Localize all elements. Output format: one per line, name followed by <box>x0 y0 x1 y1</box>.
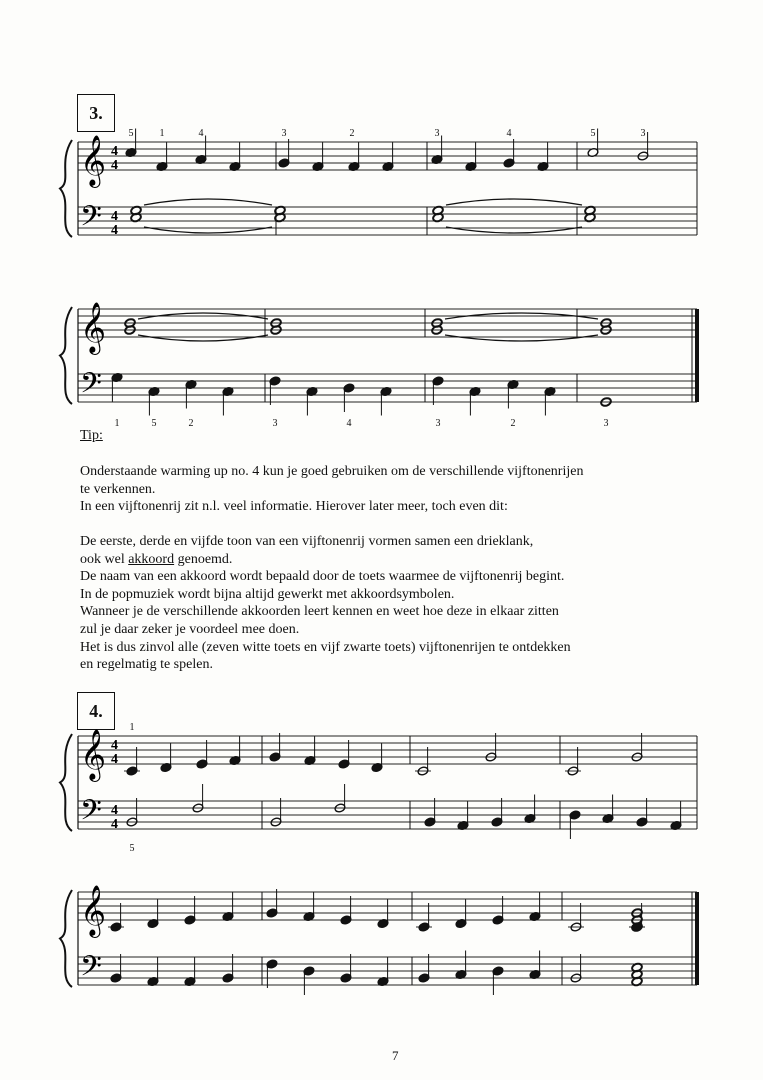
bass-clef: 𝄢 <box>80 794 102 834</box>
bass-time-signature-top: 4 <box>111 209 118 224</box>
finger-number: 3 <box>281 128 287 139</box>
finger-number: 3 <box>272 418 278 429</box>
bass-time-signature-bottom: 4 <box>111 223 118 238</box>
tip-paragraph-1 <box>80 463 700 516</box>
finger-number: 4 <box>346 418 352 429</box>
treble-time-signature-top: 4 <box>111 144 118 159</box>
bass-clef: 𝄢 <box>80 200 102 240</box>
tip-line: Het is dus zinvol alle (zeven witte toets en vijf zwarte toets) vijftonenrijen te ontdekken <box>80 639 571 655</box>
finger-number: 1 <box>129 722 135 733</box>
exercise-3-label: 3. <box>77 94 115 132</box>
finger-number: 2 <box>349 128 355 139</box>
treble-clef: 𝄞 <box>80 729 107 780</box>
tip-line: Onderstaande warming up no. 4 kun je goed gebruiken om de verschillende vijftonenrijen <box>80 464 584 479</box>
exercise-4-system-1 <box>50 722 700 852</box>
finger-number: 1 <box>114 418 120 429</box>
finger-number: 3 <box>640 128 646 139</box>
bass-time-signature-top: 4 <box>111 803 118 818</box>
exercise-4-system-2 <box>50 878 700 1008</box>
bass-clef: 𝄢 <box>80 367 102 407</box>
tip-line: te verkennen. <box>80 481 156 497</box>
exercise-3-system-2 <box>50 295 700 429</box>
finger-number: 5 <box>129 843 135 854</box>
finger-number: 5 <box>151 418 157 429</box>
finger-number: 5 <box>590 128 596 139</box>
tie <box>138 335 268 341</box>
treble-clef: 𝄞 <box>80 885 107 936</box>
tip-line-pre: ook wel <box>80 551 129 567</box>
treble-clef: 𝄞 <box>80 135 107 186</box>
tie <box>144 199 272 205</box>
tip-heading: Tip: <box>80 428 103 443</box>
brace <box>60 140 72 237</box>
brace <box>60 307 72 404</box>
brace <box>60 890 72 987</box>
tip-line: De naam van een akkoord wordt bepaald door de toets waarmee de vijftonenrij begint. <box>80 569 565 585</box>
exercise-3-system-1 <box>50 128 700 258</box>
finger-number: 3 <box>435 418 441 429</box>
finger-number: 4 <box>506 128 512 139</box>
akkoord-term: akkoord <box>128 551 175 567</box>
exercise-4-label: 4. <box>77 692 115 730</box>
tip-line: zul je daar zeker je voordeel mee doen. <box>80 621 300 637</box>
tip-line: In de popmuziek wordt bijna altijd gewerkt met akkoordsymbolen. <box>80 586 455 602</box>
finger-number: 5 <box>128 128 134 139</box>
treble-time-signature-bottom: 4 <box>111 158 118 173</box>
tip-line: De eerste, derde en vijfde toon van een vijftonenrij vormen samen een drieklank, <box>80 534 534 549</box>
finger-number: 2 <box>188 418 194 429</box>
treble-time-signature-bottom: 4 <box>111 752 118 767</box>
brace <box>60 734 72 831</box>
treble-time-signature-top: 4 <box>111 738 118 753</box>
finger-number: 4 <box>198 128 204 139</box>
bass-clef: 𝄢 <box>80 950 102 990</box>
tie <box>445 335 598 341</box>
bass-time-signature-bottom: 4 <box>111 817 118 832</box>
tip-line: In een vijftonenrij zit n.l. veel informatie. Hierover later meer, toch even dit: <box>80 499 508 515</box>
tip-line <box>80 551 700 569</box>
finger-number: 3 <box>434 128 440 139</box>
finger-number: 3 <box>603 418 609 429</box>
tip-line-post: genoemd. <box>174 551 233 567</box>
page-number: 7 <box>392 1048 399 1063</box>
tip-line: Wanneer je de verschillende akkoorden leert kennen en weet hoe deze in elkaar zitten <box>80 604 559 620</box>
tip-line: en regelmatig te spelen. <box>80 657 213 673</box>
tip-paragraph-2 <box>80 533 700 674</box>
tie <box>446 199 582 205</box>
treble-clef: 𝄞 <box>80 302 107 353</box>
finger-number: 1 <box>159 128 165 139</box>
finger-number: 2 <box>510 418 516 429</box>
